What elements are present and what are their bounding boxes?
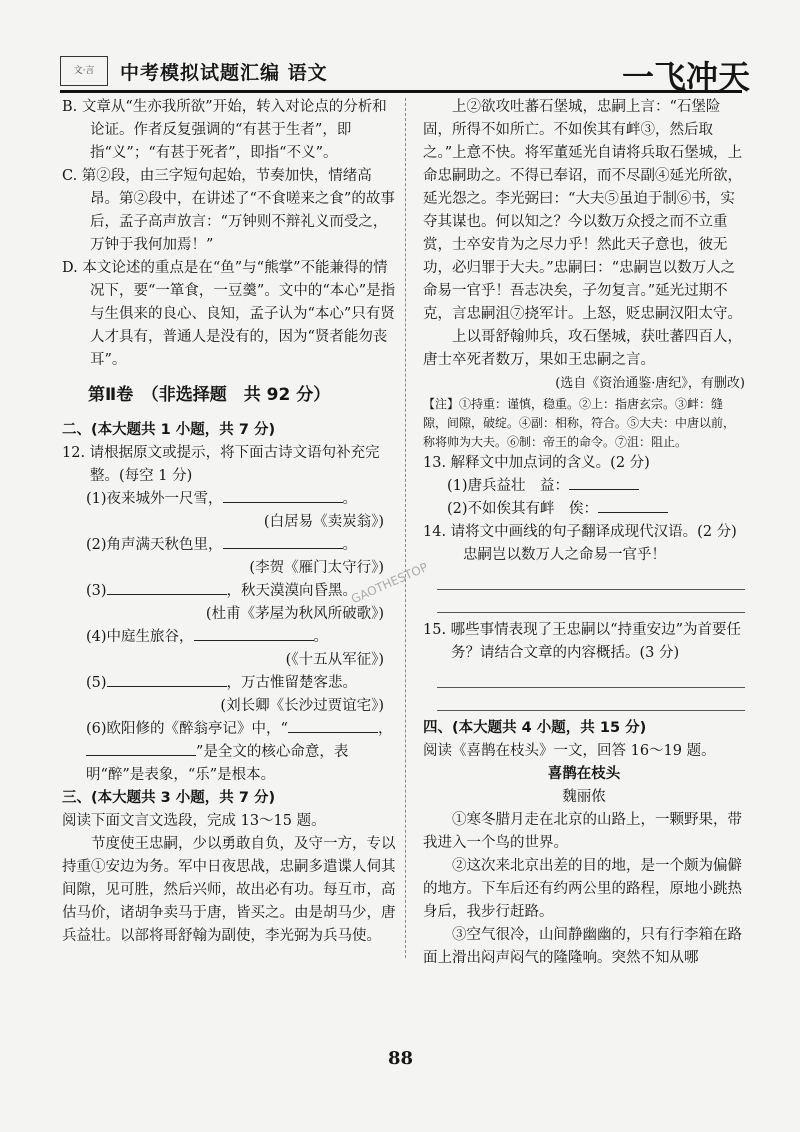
section-three-intro: 阅读下面文言文选段，完成 13～15 题。 xyxy=(62,813,326,829)
question-15: 15. 哪些事情表现了王忠嗣以“持重安边”为首要任务？请结合文章的内容概括。(3 分) xyxy=(423,622,741,661)
header-title: 中考模拟试题汇编 语文 xyxy=(120,62,328,84)
passage-notes: 【注】①持重：谨慎，稳重。②上：指唐玄宗。③衅：缝隙，间隙，破绽。④副：相称，符合。⑤大夫：中唐以前，称将帅为大夫。⑥制：帝王的命令。⑦沮：阻止。 xyxy=(423,397,736,449)
header-rule xyxy=(60,90,742,93)
answer-line[interactable] xyxy=(437,665,745,688)
answer-blank[interactable] xyxy=(107,580,227,595)
classical-passage-2: 上②欲攻吐蕃石堡城，忠嗣上言：“石堡险固，所得不如所亡。不如俟其有衅③，然后取之。”上意不快。将军董延光自请将兵取石堡城，上命忠嗣助之。不得已奉诏，而不尽副④延光所欲，延光怨之。李光弼曰：“大夫⑤虽迫于制⑥书，实夺其谋也。何以知之？今以数万众授之而不立重赏，士卒安肯为之尽力乎！然此天子意也，彼无功，必归罪于大夫。”忠嗣曰：“忠嗣岂以数万人之命易一官乎！吾志决矣，子勿复言。”延光过期不克，言忠嗣沮⑦挠军计。上怒，贬忠嗣汉阳太守。 xyxy=(423,99,743,322)
article-author: 魏丽侬 xyxy=(562,789,606,805)
answer-blank[interactable] xyxy=(194,626,314,641)
watermark-stamp: GAOTHESTOP xyxy=(349,559,430,607)
q14-sentence: 忠嗣岂以数万人之命易一官乎！ xyxy=(463,547,666,563)
answer-blank[interactable] xyxy=(107,672,227,687)
q12-item-5: (5) ，万古惟留楚客悲。 xyxy=(62,672,400,695)
q12-source-3: (杜甫《茅屋为秋风所破歌》) xyxy=(205,606,384,622)
question-14: 14. 请将文中画线的句子翻译成现代汉语。(2 分) xyxy=(423,524,737,540)
answer-blank[interactable] xyxy=(86,741,196,756)
classical-passage-1: 节度使王忠嗣，少以勇敢自负，及守一方，专以持重①安边为务。军中日夜思战，忠嗣多遣谍人伺其间隙，见可胜，然后兴师，故出必有功。每互市，高估马价，诸胡争卖马于唐，皆买之。由是胡马少，唐兵益壮。以部将哥舒翰为副使，李光弼为兵马使。 xyxy=(62,836,396,944)
answer-blank[interactable] xyxy=(569,475,639,490)
q13-item-2: (2)不如俟其有衅 俟： xyxy=(423,498,745,521)
question-13: 13. 解释文中加点词的含义。(2 分) xyxy=(423,455,650,471)
answer-blank[interactable] xyxy=(223,488,343,503)
section-two-heading: 二、(本大题共 1 小题，共 7 分) xyxy=(62,422,276,438)
q12-item-2: (2)角声满天秋色里， 。 xyxy=(62,534,400,557)
q12-source-2: (李贺《雁门太守行》) xyxy=(249,560,384,576)
q13-item-1: (1)唐兵益壮 益： xyxy=(423,475,745,498)
option-d: D. 本文论述的重点是在“鱼”与“熊掌”不能兼得的情况下，要“一箪食，一豆羹”。文中的“本心”是指与生俱来的良心、良知，孟子认为“本心”只有贤人才具有，普通人是没有的，因为“贤者能勿丧耳”。 xyxy=(62,260,396,368)
section-three-heading: 三、(本大题共 3 小题，共 7 分) xyxy=(62,790,276,806)
q12-source-4: (《十五从军征》) xyxy=(285,652,384,668)
header-brand: 一飞冲天 xyxy=(621,58,750,96)
answer-blank[interactable] xyxy=(598,498,668,513)
question-12: 12. 请根据原文或提示，将下面古诗文语句补充完整。(每空 1 分) xyxy=(62,445,380,484)
page-number: 88 xyxy=(388,1048,414,1069)
q12-source-1: (白居易《卖炭翁》) xyxy=(263,514,384,530)
passage-source: (选自《资治通鉴·唐纪》，有删改) xyxy=(555,376,745,391)
answer-line[interactable] xyxy=(437,688,745,711)
q12-item-3: (3) ，秋天漠漠向昏黑。 xyxy=(62,580,400,603)
article-paragraph-2: ②这次来北京出差的目的地，是一个颇为偏僻的地方。下车后还有约两公里的路程，原地小跳热身后，我步行赶路。 xyxy=(423,858,742,920)
section-four-intro: 阅读《喜鹊在枝头》一文，回答 16～19 题。 xyxy=(423,743,716,759)
classical-passage-3: 上以哥舒翰帅兵，攻石堡城，获吐蕃四百人，唐士卒死者数万，果如王忠嗣之言。 xyxy=(423,329,742,368)
q12-item-1: (1)夜来城外一尺雪， 。 xyxy=(62,488,400,511)
page-header xyxy=(60,52,750,96)
left-column xyxy=(62,96,400,948)
column-divider xyxy=(405,98,406,958)
option-b: B. 文章从“生亦我所欲”开始，转入对论点的分析和论证。作者反复强调的“有甚于生者”，即指“义”；“有甚于死者”，即指“不义”。 xyxy=(62,99,387,161)
q12-item-6: (6)欧阳修的《醉翁亭记》中，“ ，”是全文的核心命意，表明“醉”是表象，“乐”是根本。 xyxy=(62,718,400,787)
answer-blank[interactable] xyxy=(288,718,378,733)
header-logo: 文·言 xyxy=(60,56,108,86)
article-paragraph-1: ①寒冬腊月走在北京的山路上，一颗野果，带我进入一个鸟的世界。 xyxy=(423,812,742,851)
answer-blank[interactable] xyxy=(223,534,343,549)
part-two-title: 第Ⅱ卷 （非选择题 共 92 分） xyxy=(88,385,331,405)
article-title: 喜鹊在枝头 xyxy=(547,766,621,782)
article-paragraph-3: ③空气很冷，山间静幽幽的，只有行李箱在路面上滑出闷声闷气的隆隆响。突然不知从哪 xyxy=(423,927,742,966)
option-c: C. 第②段，由三字短句起始，节奏加快，情绪高昂。第②段中，在讲述了“不食嗟来之食”的故事后，孟子高声放言：“万钟则不辩礼义而受之，万钟于我何加焉！” xyxy=(62,168,395,253)
q12-item-4: (4)中庭生旅谷， 。 xyxy=(62,626,400,649)
q12-source-5: (刘长卿《长沙过贾谊宅》) xyxy=(220,698,384,714)
right-column xyxy=(423,96,745,970)
section-four-heading: 四、(本大题共 4 小题，共 15 分) xyxy=(423,720,647,736)
